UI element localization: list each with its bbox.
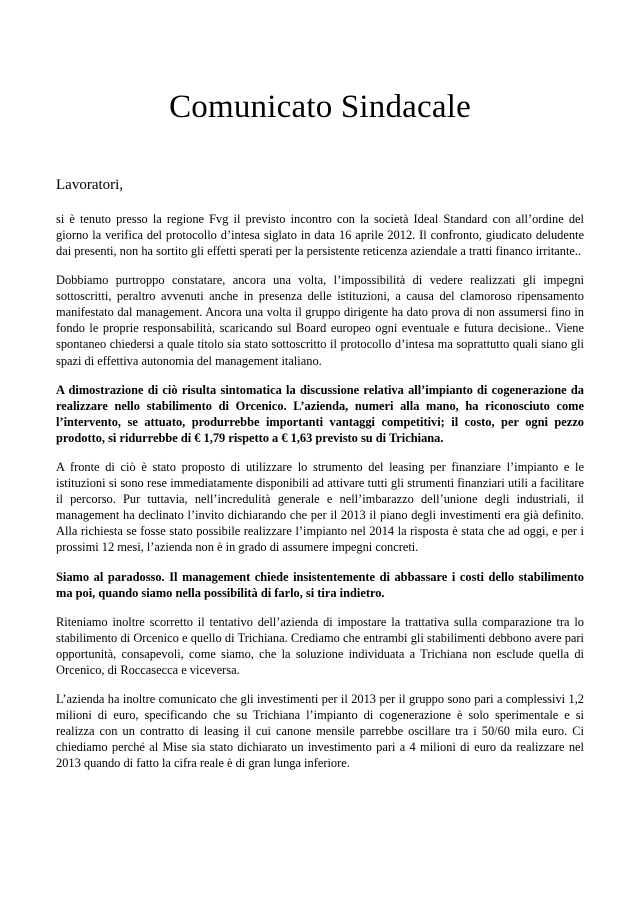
paragraph-list [56,211,584,772]
paragraph-cogenerazione-orcenico: A dimostrazione di ciò risulta sintomatica la discussione relativa all’impianto di cogenerazione da realizzare nello stabilimento di Orcenico. L’azienda, numeri alla mano, ha riconosciuto come l’intervento, se attuato, produrrebbe importanti vantaggi competitivi; il costo, per ogni pezzo prodotto, si ridurrebbe di € 1,79 rispetto a € 1,63 previsto su di Trichiana. [56,382,584,445]
paragraph-impegni-non-realizzati: Dobbiamo purtroppo constatare, ancora una volta, l’impossibilità di vedere realizzati gli impegni sottoscritti, peraltro avvenuti anche in presenza delle istituzioni, a causa del clamoroso ripensamento manifestato dal management. Ancora una volta il gruppo dirigente ha dato prova di non assumersi fino in fondo le proprie responsabilità, scaricando sul Board europeo ogni eventuale e futura decisione.. Viene spontaneo chiedersi a quale titolo sia stato sottoscritto il protocollo d’intesa ma soprattutto quali siano gli spazi di effettiva autonomia del management italiano. [56,273,584,368]
salutation-line: Lavoratori, [56,177,124,193]
paragraph-investimenti-2013-cifre: L’azienda ha inoltre comunicato che gli investimenti per il 2013 per il gruppo sono pari a complessivi 1,2 milioni di euro, specificando che su Trichiana l’impianto di cogenerazione è solo sperimentale e si realizza con un contratto di leasing il cui canone mensile parrebbe oscillare tra i 50/60 mila euro. Ci chiediamo perché al Mise sia stato dichiarato un investimento pari a 4 milioni di euro da realizzare nel 2013 quando di fatto la cifra reale è di gran lunga inferiore. [56,692,584,771]
page-title: Comunicato Sindacale [169,89,471,125]
paragraph-siamo-al-paradosso: Siamo al paradosso. Il management chiede insistentemente di abbassare i costi dello stabilimento ma poi, quando siamo nella possibilità di farlo, si tira indietro. [56,569,584,600]
paragraph-comparazione-stabilimenti: Riteniamo inoltre scorretto il tentativo dell’azienda di impostare la trattativa sulla comparazione tra lo stabilimento di Orcenico e quello di Trichiana. Crediamo che entrambi gli stabilimenti debbono avere pari opportunità, consapevoli, come siamo, che la soluzione individuata a Trichiana non esclude quella di Orcenico, di Roccasecca e viceversa. [56,614,584,677]
paragraph-leasing-piano-investimenti: A fronte di ciò è stato proposto di utilizzare lo strumento del leasing per finanziare l’impianto e le istituzioni si sono rese immediatamente disponibili ad attivare tutti gli strumenti finanziari utili a facilitare il percorso. Pur tuttavia, nell’incredulità generale e nell’imbarazzo dell’unione degli industriali, il management ha declinato l’invito dichiarando che per il 2013 il piano degli investimenti era già definito. Alla richiesta se fosse stato possibile realizzare l’impianto nel 2014 la risposta è stata che ad oggi, e per i prossimi 12 mesi, l’azienda non è in grado di assumere impegni concreti. [56,459,584,555]
paragraph-intro-incontro-regione: si è tenuto presso la regione Fvg il previsto incontro con la società Ideal Standard con all’ordine del giorno la verifica del protocollo d’intesa siglato in data 16 aprile 2012. Il confronto, giudicato deludente dai presenti, non ha sortito gli effetti sperati per la persistente reticenza aziendale a tratti financo irritante.. [56,211,584,258]
document-body [56,176,584,772]
